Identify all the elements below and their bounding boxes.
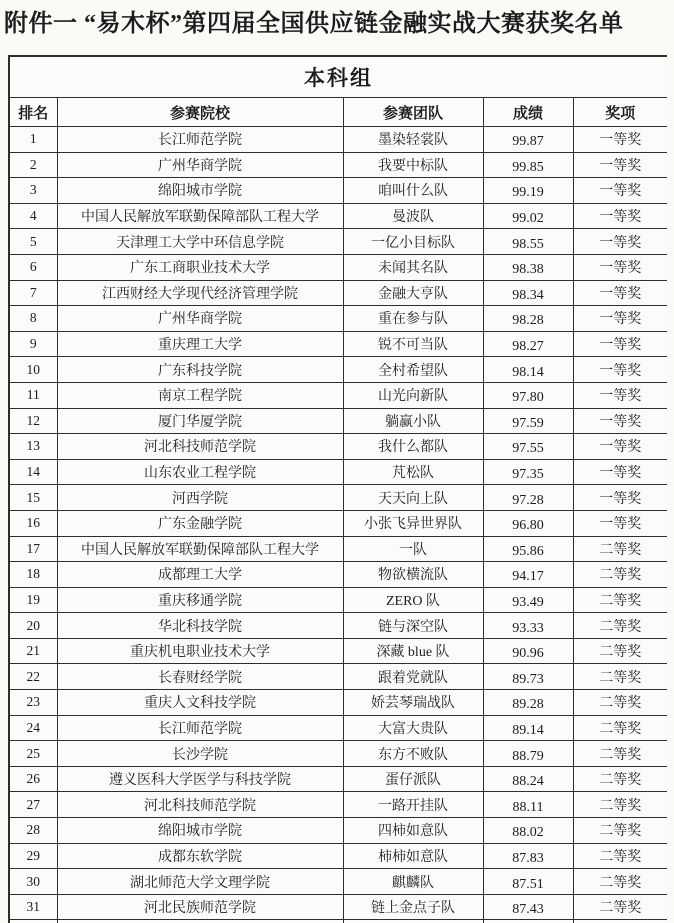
cell-award: 二等奖 (573, 843, 667, 869)
cell-school: 中国人民解放军联勤保障部队工程大学 (57, 203, 343, 229)
cell-score: 99.87 (483, 130, 573, 156)
cell-rank: 15 (9, 485, 57, 511)
table-row (9, 357, 667, 383)
cell-school: 长春财经学院 (57, 664, 343, 690)
cell-school: 重庆理工大学 (57, 331, 343, 357)
cell-rank: 10 (9, 357, 57, 383)
cell-rank: 28 (9, 818, 57, 844)
cell-school: 江西财经大学现代经济管理学院 (57, 280, 343, 306)
col-header-team: 参赛团队 (343, 98, 483, 127)
table-row (9, 613, 667, 639)
table-row (9, 510, 667, 536)
cell-team: 物欲横流队 (343, 562, 483, 588)
cell-score: 99.85 (483, 155, 573, 181)
cell-award: 二等奖 (573, 690, 667, 716)
cell-score: 96.80 (483, 513, 573, 539)
col-header-award: 奖项 (573, 98, 667, 127)
cell-team: 山光向新队 (343, 382, 483, 408)
cell-school: 河北民族师范学院 (57, 894, 343, 920)
table-row (9, 536, 667, 562)
table-row (9, 587, 667, 613)
cell-award: 二等奖 (573, 587, 667, 613)
cell-team: 我什么都队 (343, 434, 483, 460)
cell-team: 蛋仔派队 (343, 766, 483, 792)
cell-score: 98.38 (483, 257, 573, 283)
cell-score: 97.80 (483, 385, 573, 411)
cell-school: 重庆人文科技学院 (57, 690, 343, 716)
cell-score: 87.51 (483, 872, 573, 898)
cell-school: 遵义医科大学医学与科技学院 (57, 766, 343, 792)
cell-award: 一等奖 (573, 510, 667, 536)
column-header-row (9, 98, 667, 127)
cell-rank: 3 (9, 178, 57, 204)
table-row (9, 869, 667, 895)
cell-award: 一等奖 (573, 254, 667, 280)
cell-school: 成都东软学院 (57, 843, 343, 869)
table-row (9, 254, 667, 280)
cell-team: 一队 (343, 536, 483, 562)
cell-rank: 16 (9, 510, 57, 536)
cell-award: 一等奖 (573, 382, 667, 408)
cell-school: 绵阳城市学院 (57, 178, 343, 204)
cell-award: 一等奖 (573, 459, 667, 485)
cell-rank: 22 (9, 664, 57, 690)
cell-school: 厦门华厦学院 (57, 408, 343, 434)
cell-score: 94.17 (483, 565, 573, 591)
cell-team: 链上金点子队 (343, 894, 483, 920)
cell-school: 重庆机电职业技术大学 (57, 638, 343, 664)
col-header-score: 成绩 (483, 98, 573, 127)
cell-rank: 27 (9, 792, 57, 818)
cell-rank: 19 (9, 587, 57, 613)
table-row (9, 843, 667, 869)
cell-team: 重在参与队 (343, 306, 483, 332)
table-row (9, 638, 667, 664)
cell-score: 87.83 (483, 846, 573, 872)
cell-award: 一等奖 (573, 357, 667, 383)
cell-school: 河北科技师范学院 (57, 434, 343, 460)
cell-school: 广东工商职业技术大学 (57, 254, 343, 280)
table-row (9, 127, 667, 153)
cell-score: 89.28 (483, 693, 573, 719)
cell-school: 广州华商学院 (57, 152, 343, 178)
table-row (9, 766, 667, 792)
col-header-school: 参赛院校 (57, 98, 343, 127)
cell-award: 一等奖 (573, 127, 667, 153)
cell-score: 97.28 (483, 488, 573, 514)
table-row (9, 434, 667, 460)
cell-score: 89.73 (483, 667, 573, 693)
cell-rank: 12 (9, 408, 57, 434)
cell-team: 墨染轻裳队 (343, 127, 483, 153)
cell-team: 我要中标队 (343, 152, 483, 178)
cell-score: 99.02 (483, 206, 573, 232)
cell-team: 咱叫什么队 (343, 178, 483, 204)
cell-rank: 18 (9, 562, 57, 588)
cell-rank: 20 (9, 613, 57, 639)
cell-score: 97.55 (483, 437, 573, 463)
cell-rank: 24 (9, 715, 57, 741)
cell-school: 华北科技学院 (57, 613, 343, 639)
award-table-wrap (8, 55, 667, 923)
cell-team: 全村希望队 (343, 357, 483, 383)
cell-score: 88.02 (483, 821, 573, 847)
cell-score: 98.27 (483, 334, 573, 360)
cell-award: 一等奖 (573, 203, 667, 229)
cell-rank: 31 (9, 894, 57, 920)
cell-score: 88.24 (483, 769, 573, 795)
cell-award: 二等奖 (573, 613, 667, 639)
cell-score: 98.14 (483, 360, 573, 386)
table-row (9, 690, 667, 716)
cell-award: 二等奖 (573, 869, 667, 895)
cell-school: 广州华商学院 (57, 306, 343, 332)
cell-school: 绵阳城市学院 (57, 818, 343, 844)
cell-award: 二等奖 (573, 562, 667, 588)
cell-team: 麒麟队 (343, 869, 483, 895)
cell-score: 88.79 (483, 744, 573, 770)
cell-rank: 26 (9, 766, 57, 792)
table-row (9, 382, 667, 408)
table-row (9, 562, 667, 588)
cell-rank: 8 (9, 306, 57, 332)
cell-award: 二等奖 (573, 766, 667, 792)
cell-school: 河西学院 (57, 485, 343, 511)
cell-award: 二等奖 (573, 638, 667, 664)
cell-team: 芃松队 (343, 459, 483, 485)
cell-award: 二等奖 (573, 818, 667, 844)
cell-award: 二等奖 (573, 792, 667, 818)
cell-score: 99.19 (483, 181, 573, 207)
cell-score: 87.43 (483, 897, 573, 923)
cell-school: 河北科技师范学院 (57, 792, 343, 818)
cell-team: 四柿如意队 (343, 818, 483, 844)
cell-award: 一等奖 (573, 485, 667, 511)
cell-team: 东方不败队 (343, 741, 483, 767)
cell-award: 一等奖 (573, 178, 667, 204)
cell-team: 大富大贵队 (343, 715, 483, 741)
cell-rank: 11 (9, 382, 57, 408)
table-body (9, 127, 667, 923)
cell-team: 深藏 blue 队 (343, 638, 483, 664)
cell-rank: 1 (9, 127, 57, 153)
table-row (9, 792, 667, 818)
cell-school: 长江师范学院 (57, 715, 343, 741)
cell-school: 天津理工大学中环信息学院 (57, 229, 343, 255)
table-row (9, 485, 667, 511)
cell-rank: 25 (9, 741, 57, 767)
cell-rank: 23 (9, 690, 57, 716)
cell-award: 一等奖 (573, 434, 667, 460)
award-table (8, 55, 667, 923)
cell-score: 88.11 (483, 795, 573, 821)
table-row (9, 229, 667, 255)
cell-team: 躺赢小队 (343, 408, 483, 434)
cell-award: 二等奖 (573, 536, 667, 562)
cell-school: 重庆移通学院 (57, 587, 343, 613)
cell-score: 93.33 (483, 616, 573, 642)
group-title-row (9, 56, 667, 98)
cell-rank: 13 (9, 434, 57, 460)
cell-rank: 30 (9, 869, 57, 895)
table-row (9, 408, 667, 434)
cell-team: ZERO 队 (343, 587, 483, 613)
table-row (9, 818, 667, 844)
cell-award: 一等奖 (573, 280, 667, 306)
cell-school: 长沙学院 (57, 741, 343, 767)
cell-score: 98.55 (483, 232, 573, 258)
cell-rank: 9 (9, 331, 57, 357)
cell-school: 中国人民解放军联勤保障部队工程大学 (57, 536, 343, 562)
table-row (9, 280, 667, 306)
cell-award: 一等奖 (573, 306, 667, 332)
cell-award: 二等奖 (573, 715, 667, 741)
cell-rank: 5 (9, 229, 57, 255)
cell-school: 南京工程学院 (57, 382, 343, 408)
group-title: 本科组 (9, 56, 667, 98)
cell-score: 98.28 (483, 309, 573, 335)
cell-rank: 4 (9, 203, 57, 229)
cell-team: 曼波队 (343, 203, 483, 229)
cell-score: 90.96 (483, 641, 573, 667)
cell-team: 金融大亨队 (343, 280, 483, 306)
cell-school: 成都理工大学 (57, 562, 343, 588)
cell-school: 山东农业工程学院 (57, 459, 343, 485)
cell-team: 柿柿如意队 (343, 843, 483, 869)
cell-score: 93.49 (483, 590, 573, 616)
col-header-rank: 排名 (9, 98, 57, 127)
table-row (9, 715, 667, 741)
table-row (9, 152, 667, 178)
cell-rank: 14 (9, 459, 57, 485)
cell-team: 一路开挂队 (343, 792, 483, 818)
table-row (9, 203, 667, 229)
table-row (9, 306, 667, 332)
cell-team: 锐不可当队 (343, 331, 483, 357)
cell-rank: 2 (9, 152, 57, 178)
cell-school: 广东金融学院 (57, 510, 343, 536)
cell-award: 一等奖 (573, 229, 667, 255)
cell-team: 小张飞异世界队 (343, 510, 483, 536)
cell-rank: 6 (9, 254, 57, 280)
table-row (9, 741, 667, 767)
cell-rank: 29 (9, 843, 57, 869)
cell-rank: 7 (9, 280, 57, 306)
cell-score: 97.59 (483, 411, 573, 437)
cell-award: 一等奖 (573, 408, 667, 434)
table-row (9, 894, 667, 920)
cell-score: 98.34 (483, 283, 573, 309)
cell-award: 一等奖 (573, 152, 667, 178)
cell-award: 二等奖 (573, 894, 667, 920)
table-row (9, 178, 667, 204)
cell-school: 湖北师范大学文理学院 (57, 869, 343, 895)
cell-team: 一亿小目标队 (343, 229, 483, 255)
cell-team: 天天向上队 (343, 485, 483, 511)
table-row (9, 331, 667, 357)
table-row (9, 664, 667, 690)
cell-award: 二等奖 (573, 664, 667, 690)
cell-team: 娇芸琴瑞战队 (343, 690, 483, 716)
document-title: 附件一 “易木杯”第四届全国供应链金融实战大赛获奖名单 (4, 11, 624, 37)
cell-score: 89.14 (483, 718, 573, 744)
cell-team: 链与深空队 (343, 613, 483, 639)
cell-school: 长江师范学院 (57, 127, 343, 153)
cell-score: 97.35 (483, 462, 573, 488)
cell-rank: 17 (9, 536, 57, 562)
table-row (9, 459, 667, 485)
cell-award: 二等奖 (573, 741, 667, 767)
cell-rank: 21 (9, 638, 57, 664)
cell-award: 一等奖 (573, 331, 667, 357)
cell-school: 广东科技学院 (57, 357, 343, 383)
cell-team: 跟着党就队 (343, 664, 483, 690)
cell-score: 95.86 (483, 539, 573, 565)
cell-team: 未闻其名队 (343, 254, 483, 280)
